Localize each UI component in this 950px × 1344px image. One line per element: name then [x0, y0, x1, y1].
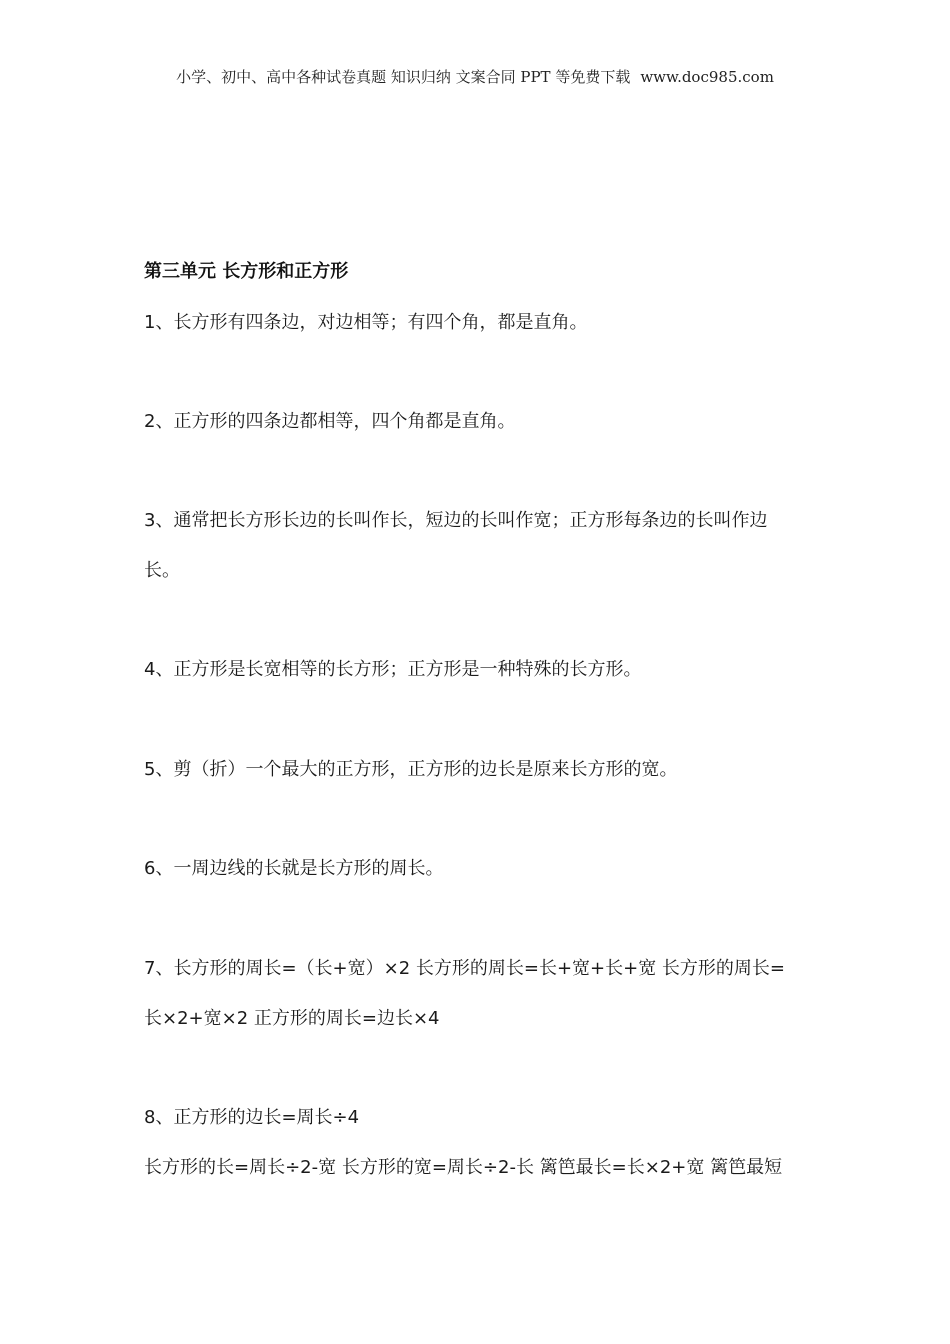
page-header: [0, 66, 950, 87]
header-text: 小学、初中、高中各种试卷真题 知识归纳 文案合同 PPT 等免费下载: [176, 68, 631, 86]
item-5: 5、剪（折）一个最大的正方形，正方形的边长是原来长方形的宽。: [144, 759, 678, 780]
item-6: 6、一周边线的长就是长方形的周长。: [144, 858, 444, 879]
item-7-line-2: 长×2+宽×2 正方形的周长=边长×4: [144, 1008, 440, 1029]
section-heading: 第三单元 长方形和正方形: [144, 261, 349, 282]
header-url: www.doc985.com: [640, 68, 774, 86]
item-8-line-1: 8、正方形的边长=周长÷4: [144, 1107, 360, 1128]
item-8-line-2: 长方形的长=周长÷2-宽 长方形的宽=周长÷2-长 篱笆最长=长×2+宽 篱笆最短: [144, 1157, 783, 1178]
item-3-line-1: 3、通常把长方形长边的长叫作长，短边的长叫作宽；正方形每条边的长叫作边: [144, 510, 768, 531]
item-7-line-1: 7、长方形的周长=（长+宽）×2 长方形的周长=长+宽+长+宽 长方形的周长=: [144, 958, 786, 979]
item-4: 4、正方形是长宽相等的长方形；正方形是一种特殊的长方形。: [144, 659, 642, 680]
item-3-line-2: 长。: [144, 560, 180, 581]
item-1: 1、长方形有四条边，对边相等；有四个角，都是直角。: [144, 312, 588, 333]
item-2: 2、正方形的四条边都相等，四个角都是直角。: [144, 411, 516, 432]
